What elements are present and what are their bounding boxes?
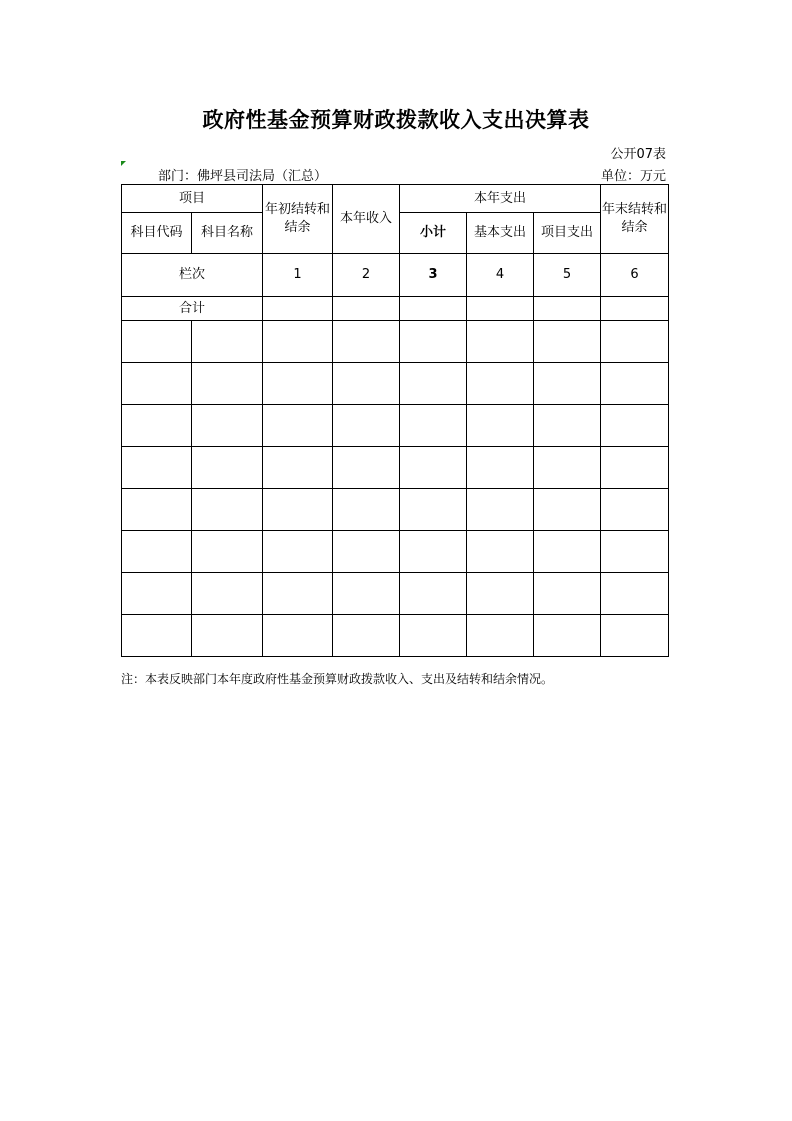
table-cell: [467, 447, 534, 489]
column-index-3: 3: [400, 254, 467, 297]
table-cell: [400, 297, 467, 321]
table-cell: [333, 573, 400, 615]
table-cell: [263, 489, 333, 531]
table-cell: [467, 489, 534, 531]
table-cell: [601, 489, 669, 531]
column-index-6: 6: [601, 254, 669, 297]
footnote: 注：本表反映部门本年度政府性基金预算财政拨款收入、支出及结转和结余情况。: [121, 672, 554, 686]
table-cell: [333, 405, 400, 447]
table-cell: [534, 363, 601, 405]
table-cell: [192, 363, 263, 405]
table-cell: [122, 447, 192, 489]
table-cell: [400, 531, 467, 573]
table-cell: [263, 531, 333, 573]
table-cell: [467, 297, 534, 321]
table-cell: [601, 321, 669, 363]
table-cell: [400, 363, 467, 405]
column-index-5: 5: [534, 254, 601, 297]
table-cell: [192, 405, 263, 447]
table-cell: [534, 447, 601, 489]
department-label: 部门：佛坪县司法局（汇总）: [158, 169, 328, 184]
budget-table: [121, 184, 669, 657]
table-cell: [333, 321, 400, 363]
table-cell: [122, 405, 192, 447]
form-number: 公开07表: [610, 147, 666, 162]
table-cell: [601, 531, 669, 573]
page-title: 政府性基金预算财政拨款收入支出决算表: [202, 108, 590, 132]
header-name: 科目名称: [192, 213, 263, 254]
header-income: 本年收入: [333, 185, 400, 254]
table-cell: [263, 321, 333, 363]
total-label: 合计: [122, 297, 263, 321]
table-cell: [534, 531, 601, 573]
table-cell: [192, 573, 263, 615]
table-row: [122, 447, 669, 489]
header-subtotal: 小计: [400, 213, 467, 254]
table-cell: [333, 297, 400, 321]
table-cell: [601, 297, 669, 321]
header-code: 科目代码: [122, 213, 192, 254]
table-cell: [601, 447, 669, 489]
table-cell: [467, 363, 534, 405]
table-cell: [263, 573, 333, 615]
table-cell: [333, 615, 400, 657]
header-basic: 基本支出: [467, 213, 534, 254]
table-cell: [400, 489, 467, 531]
header-carry-end: 年末结转和结余: [601, 185, 669, 254]
table-cell: [263, 615, 333, 657]
table-row: [122, 489, 669, 531]
table-cell: [601, 405, 669, 447]
column-index-2: 2: [333, 254, 400, 297]
table-cell: [400, 321, 467, 363]
header-carry-begin: 年初结转和结余: [263, 185, 333, 254]
table-cell: [263, 363, 333, 405]
table-cell: [400, 615, 467, 657]
table-cell: [534, 297, 601, 321]
table-cell: [122, 321, 192, 363]
table-cell: [263, 297, 333, 321]
table-cell: [467, 531, 534, 573]
table-cell: [534, 321, 601, 363]
table-cell: [534, 615, 601, 657]
table-cell: [467, 405, 534, 447]
table-cell: [192, 321, 263, 363]
table-cell: [333, 363, 400, 405]
table-cell: [122, 489, 192, 531]
table-cell: [333, 447, 400, 489]
table-cell: [122, 531, 192, 573]
table-cell: [333, 531, 400, 573]
table-cell: [192, 531, 263, 573]
unit-label: 单位：万元: [600, 169, 666, 184]
table-cell: [263, 405, 333, 447]
column-index-4: 4: [467, 254, 534, 297]
table-row: [122, 321, 669, 363]
table-cell: [467, 321, 534, 363]
total-row: [122, 297, 669, 321]
table-cell: [534, 405, 601, 447]
table-cell: [333, 489, 400, 531]
table-cell: [601, 615, 669, 657]
table-cell: [400, 405, 467, 447]
header-expense-group: 本年支出: [400, 185, 601, 213]
table-row: [122, 615, 669, 657]
table-cell: [400, 573, 467, 615]
table-cell: [122, 363, 192, 405]
table-cell: [192, 447, 263, 489]
table-cell: [122, 573, 192, 615]
table-cell: [122, 615, 192, 657]
header-item: 项目: [122, 185, 263, 213]
column-index-row: [122, 254, 669, 297]
table-row: [122, 573, 669, 615]
table-row: [122, 405, 669, 447]
table-cell: [263, 447, 333, 489]
table-cell: [400, 447, 467, 489]
table-cell: [601, 363, 669, 405]
table-row: [122, 363, 669, 405]
header-project: 项目支出: [534, 213, 601, 254]
table-cell: [467, 573, 534, 615]
table-cell: [534, 573, 601, 615]
table-row: [122, 531, 669, 573]
table-cell: [192, 615, 263, 657]
table-cell: [534, 489, 601, 531]
table-cell: [467, 615, 534, 657]
header-row-1: [122, 185, 669, 213]
column-index-1: 1: [263, 254, 333, 297]
table-cell: [192, 489, 263, 531]
cell-comment-marker-icon: [121, 161, 126, 166]
column-index-label: 栏次: [122, 254, 263, 297]
table-cell: [601, 573, 669, 615]
